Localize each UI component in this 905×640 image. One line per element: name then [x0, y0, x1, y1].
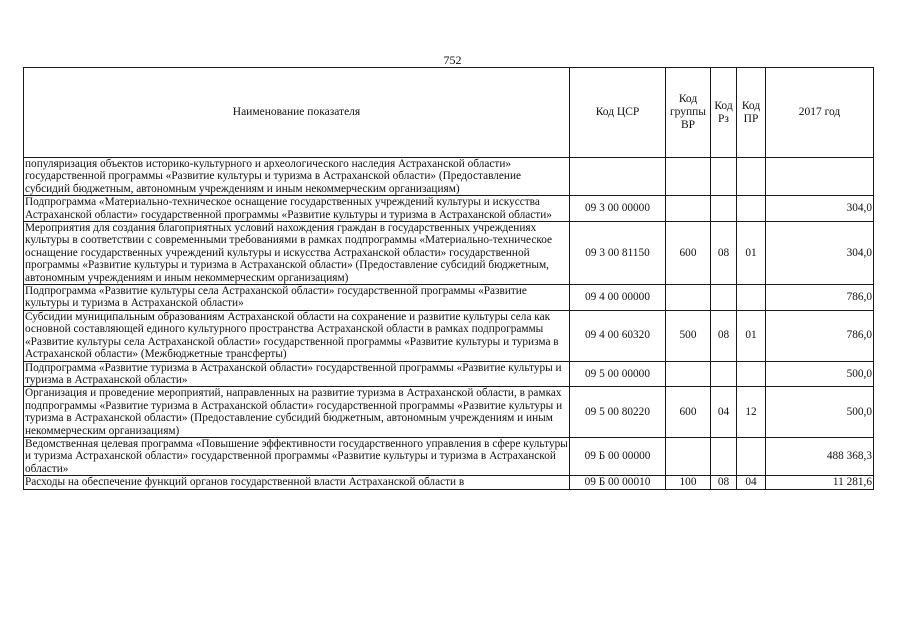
header-row	[24, 68, 874, 158]
row-pr	[737, 437, 766, 475]
row-rz: 04	[711, 387, 737, 438]
row-pr: 01	[737, 310, 766, 361]
table-row	[24, 361, 874, 387]
row-name: Субсидии муниципальным образованиям Астраханской области на сохранение и развитие культуры села как основной составляющей единого культурного пространства Астраханской области в рамках подпрограммы «Развитие культуры села Астраханской области» государственной программы «Развитие культуры и туризма в Астраханской области» (Межбюджетные трансферты)	[24, 310, 570, 361]
row-amount: 500,0	[766, 387, 874, 438]
row-vr	[666, 196, 711, 222]
row-vr: 600	[666, 387, 711, 438]
row-amount: 304,0	[766, 222, 874, 285]
row-amount: 11 281,6	[766, 476, 874, 489]
row-csr: 09 Б 00 00000	[570, 437, 666, 475]
row-csr: 09 5 00 00000	[570, 361, 666, 387]
row-pr	[737, 196, 766, 222]
row-csr: 09 3 00 81150	[570, 222, 666, 285]
row-amount: 488 368,3	[766, 437, 874, 475]
row-rz	[711, 361, 737, 387]
page-number: 752	[443, 53, 462, 67]
row-vr: 100	[666, 476, 711, 489]
header-year: 2017 год	[766, 68, 874, 158]
row-rz	[711, 437, 737, 475]
row-vr: 600	[666, 222, 711, 285]
row-name: Подпрограмма «Материально-техническое оснащение государственных учреждений культуры и искусства Астраханской области» государственной программы «Развитие культуры и туризма в Астраханской области»	[24, 196, 570, 222]
header-vr: Код группы ВР	[666, 68, 711, 158]
row-vr	[666, 361, 711, 387]
row-csr: 09 3 00 00000	[570, 196, 666, 222]
row-csr: 09 4 00 00000	[570, 285, 666, 311]
row-name: Подпрограмма «Развитие культуры села Астраханской области» государственной программы «Развитие культуры и туризма в Астраханской области»	[24, 285, 570, 311]
row-pr: 12	[737, 387, 766, 438]
table-row	[24, 222, 874, 285]
header-name: Наименование показателя	[24, 68, 570, 158]
table-row	[24, 285, 874, 311]
row-rz: 08	[711, 476, 737, 489]
table-row	[24, 437, 874, 475]
header-pr: Код ПР	[737, 68, 766, 158]
row-csr: 09 4 00 60320	[570, 310, 666, 361]
row-vr	[666, 158, 711, 196]
row-pr	[737, 158, 766, 196]
table-row	[24, 476, 874, 489]
table-row	[24, 158, 874, 196]
row-name: популяризация объектов историко-культурного и археологического наследия Астраханской области» государственной программы «Развитие культуры и туризма в Астраханской области» (Предоставление субсидий бюджетным, автономным учреждениям и иным некоммерческим организациям)	[24, 158, 570, 196]
row-amount: 786,0	[766, 310, 874, 361]
row-name: Мероприятия для создания благоприятных условий нахождения граждан в государственных учреждениях культуры в соответствии с современными требованиями в рамках подпрограммы «Материально-техническое оснащение государственных учреждений культуры и искусства Астраханской области» государственной программы «Развитие культуры и туризма в Астраханской области» (Предоставление субсидий бюджетным, автономным учреждениям и иным некоммерческим организациям)	[24, 222, 570, 285]
row-name: Организация и проведение мероприятий, направленных на развитие туризма в Астраханской области, в рамках подпрограммы «Развитие туризма в Астраханской области» государственной программы «Развитие культуры и туризма в Астраханской области» (Предоставление субсидий бюджетным, автономным учреждениям и иным некоммерческим организациям)	[24, 387, 570, 438]
row-name: Ведомственная целевая программа «Повышение эффективности государственного управления в сфере культуры и туризма Астраханской области» государственной программы «Развитие культуры и туризма в Астраханской области»	[25, 437, 568, 475]
row-amount	[766, 158, 874, 196]
table-row	[24, 196, 874, 222]
row-rz: 08	[711, 310, 737, 361]
row-name: Расходы на обеспечение функций органов государственной власти Астраханской области в	[24, 476, 570, 489]
header-rz: Код Рз	[711, 68, 737, 158]
row-pr	[737, 361, 766, 387]
row-csr: 09 5 00 80220	[570, 387, 666, 438]
row-amount: 500,0	[766, 361, 874, 387]
row-rz	[711, 158, 737, 196]
table-row	[24, 387, 874, 438]
row-vr	[666, 437, 711, 475]
row-rz	[711, 285, 737, 311]
row-vr: 500	[666, 310, 711, 361]
row-amount: 304,0	[766, 196, 874, 222]
row-pr: 04	[737, 476, 766, 489]
row-pr: 01	[737, 222, 766, 285]
row-csr: 09 Б 00 00010	[570, 476, 666, 489]
row-amount: 786,0	[766, 285, 874, 311]
row-vr	[666, 285, 711, 311]
row-rz: 08	[711, 222, 737, 285]
table-row	[24, 310, 874, 361]
row-name: Подпрограмма «Развитие туризма в Астраханской области» государственной программы «Развитие культуры и туризма в Астраханской области»	[24, 361, 570, 387]
row-csr	[570, 158, 666, 196]
row-rz	[711, 196, 737, 222]
row-pr	[737, 285, 766, 311]
header-csr: Код ЦСР	[570, 68, 666, 158]
budget-table	[23, 67, 874, 490]
